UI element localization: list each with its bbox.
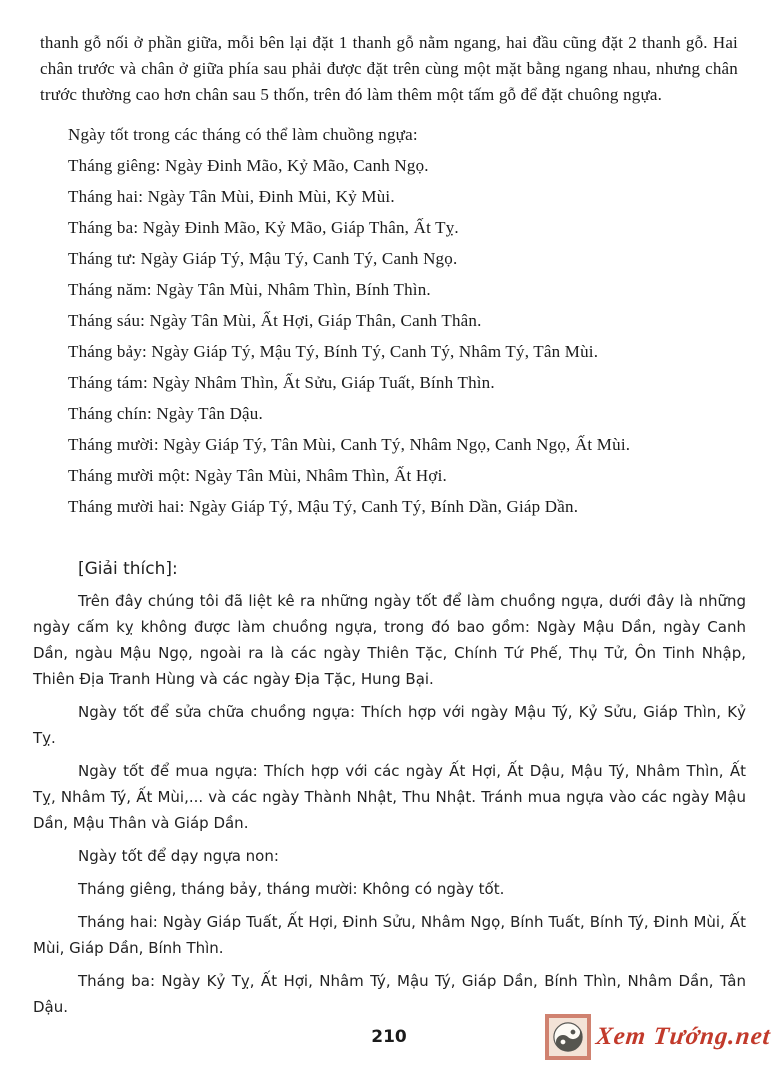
explanation-paragraph: Trên đây chúng tôi đã liệt kê ra những ngày tốt để làm chuồng ngựa, dưới đây là những ngày cấm kỵ không được làm chuồng ngựa, trong đó bao gồm: Ngày Mậu Dần, ngày Canh Dần, ngàu Mậu Ngọ, ngoài ra là các ngày Thiên Tặc, Chính Tứ Phế, Thụ Tử, Ôn Tinh Nhập, Thiên Địa Tranh Hùng và các ngày Địa Tặc, Hung Bại. [33, 592, 746, 688]
explanation-paragraph: Tháng ba: Ngày Kỷ Tỵ, Ất Hợi, Nhâm Tý, Mậu Tý, Giáp Dần, Bính Thìn, Nhâm Dần, Tân Dậu. [33, 972, 746, 1016]
watermark-text: Xem Tướng.net [594, 1023, 773, 1050]
lucky-days-heading: Ngày tốt trong các tháng có thể làm chuồng ngựa: [68, 125, 418, 144]
explanation-paragraph: Ngày tốt để mua ngựa: Thích hợp với các ngày Ất Hợi, Ất Dậu, Mậu Tý, Nhâm Thìn, Ất Tỵ, Nhâm Tý, Ất Mùi,... và các ngày Thành Nhật, Thu Nhật. Tránh mua ngựa vào các ngày Mậu Dần, Mậu Thân và Giáp Dần. [33, 762, 746, 832]
list-item: Tháng chín: Ngày Tân Dậu. [68, 404, 263, 423]
explanation-paragraph: Ngày tốt để dạy ngựa non: [78, 847, 279, 865]
list-item: Tháng ba: Ngày Đinh Mão, Kỷ Mão, Giáp Thân, Ất Tỵ. [68, 218, 459, 237]
yin-yang-icon [545, 1014, 591, 1060]
watermark [545, 1014, 771, 1060]
list-item: Tháng sáu: Ngày Tân Mùi, Ất Hợi, Giáp Thân, Canh Thân. [68, 311, 482, 330]
list-item: Tháng tám: Ngày Nhâm Thìn, Ất Sửu, Giáp Tuất, Bính Thìn. [68, 373, 495, 392]
explanation-label: [Giải thích]: [78, 559, 178, 579]
explanation-paragraph: Tháng giêng, tháng bảy, tháng mười: Không có ngày tốt. [78, 880, 505, 898]
list-item: Tháng năm: Ngày Tân Mùi, Nhâm Thìn, Bính Thìn. [68, 280, 431, 299]
explanation-paragraph: Ngày tốt để sửa chữa chuồng ngựa: Thích hợp với ngày Mậu Tý, Kỷ Sửu, Giáp Thìn, Kỷ Tỵ. [33, 703, 746, 747]
list-item: Tháng mười một: Ngày Tân Mùi, Nhâm Thìn, Ất Hợi. [68, 466, 447, 485]
lucky-days-list [68, 124, 738, 517]
list-item: Tháng hai: Ngày Tân Mùi, Đinh Mùi, Kỷ Mùi. [68, 187, 395, 206]
intro-paragraph: thanh gỗ nối ở phần giữa, mỗi bên lại đặt 1 thanh gỗ nằm ngang, hai đầu cũng đặt 2 thanh gỗ. Hai chân trước và chân ở giữa phía sau phải được đặt trên cùng một mặt bằng ngang nhau, nhưng chân trước thường cao hơn chân sau 5 thốn, trên đó làm thêm một tấm gỗ để đặt chuông ngựa. [40, 33, 738, 104]
explanation-paragraph: Tháng hai: Ngày Giáp Tuất, Ất Hợi, Đinh Sửu, Nhâm Ngọ, Bính Tuất, Bính Tý, Đinh Mùi, Ất Mùi, Giáp Dần, Bính Thìn. [33, 913, 746, 957]
explanation-section [33, 557, 746, 1020]
list-item: Tháng bảy: Ngày Giáp Tý, Mậu Tý, Bính Tý, Canh Tý, Nhâm Tý, Tân Mùi. [68, 342, 599, 361]
list-item: Tháng tư: Ngày Giáp Tý, Mậu Tý, Canh Tý, Canh Ngọ. [68, 249, 458, 268]
page-number: 210 [371, 1027, 407, 1047]
list-item: Tháng mười hai: Ngày Giáp Tý, Mậu Tý, Canh Tý, Bính Dần, Giáp Dần. [68, 497, 579, 516]
list-item: Tháng mười: Ngày Giáp Tý, Tân Mùi, Canh Tý, Nhâm Ngọ, Canh Ngọ, Ất Mùi. [68, 435, 631, 454]
list-item: Tháng giêng: Ngày Đinh Mão, Kỷ Mão, Canh Ngọ. [68, 156, 429, 175]
